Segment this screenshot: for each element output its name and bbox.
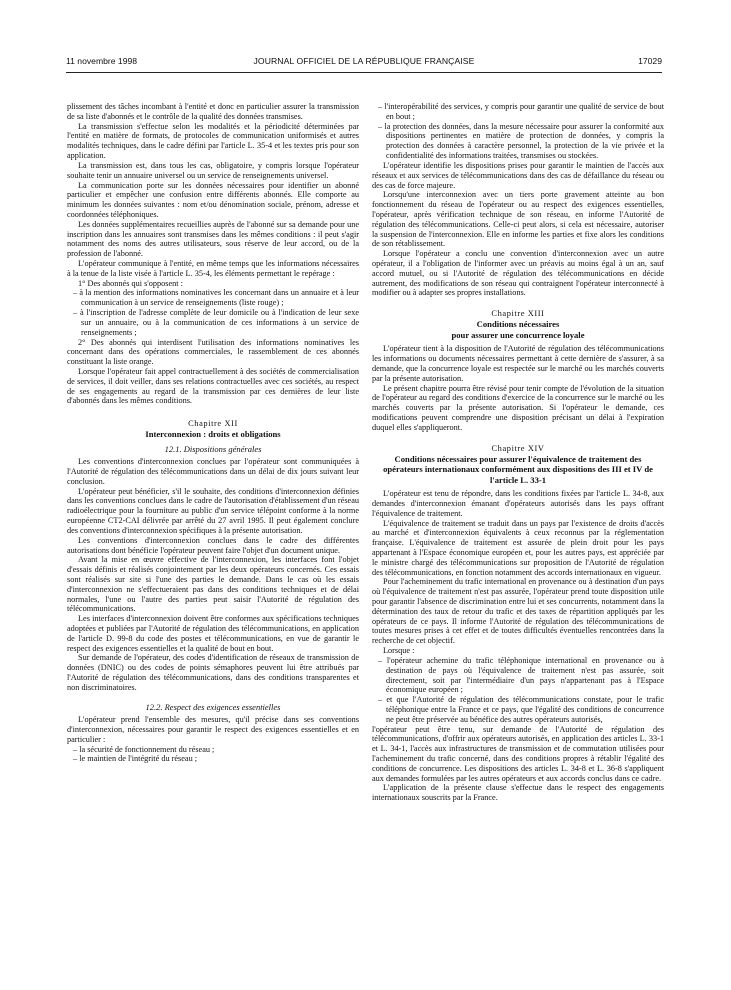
list-item: – à l'inscription de l'adresse complète de leur domicile ou à l'indication de leur sexe sur un annuaire, ou à la communication de ces informations à un service de renseignements ;	[73, 308, 359, 337]
paragraph: La communication porte sur les données nécessaires pour identifier un abonné particulier et empêcher une confusion entre différents abonnés. Elle comporte au minimum les données suivantes : nom et/ou dénomination sociale, prénom, adresse et coordonnées téléphoniques.	[67, 180, 359, 219]
list-item: – l'interopérabilité des services, y compris pour garantir une qualité de service de bout en bout ;	[378, 102, 664, 121]
paragraph: L'opérateur prend l'ensemble des mesures, qu'il précise dans ses conventions d'interconnexion, nécessaires pour garantir le respect des exigences essentielles et en particulier :	[67, 715, 359, 744]
chapter-title: Conditions nécessaires pour assurer l'équivalence de traitement des opérateurs internationaux conformément aux dispositions des III et IV de l'article L. 33-1	[383, 453, 653, 485]
paragraph: L'opérateur communique à l'entité, en même temps que les informations nécessaires à la tenue de la liste visée à l'article L. 35-4, les éléments permettant le repérage :	[67, 259, 359, 278]
chapter-title: Interconnexion : droits et obligations	[145, 429, 281, 440]
paragraph: Les interfaces d'interconnexion doivent être conformes aux spécifications techniques adoptées et publiées par l'Autorité de régulation des télécommunications, en application de l'article D. 99-8 du code des postes et télécommunications, en vue de garantir le respect des exigences essentielles et la qualité de bout en bout.	[67, 614, 359, 653]
issue-date: 11 novembre 1998	[66, 56, 138, 66]
paragraph: L'équivalence de traitement se traduit dans un pays par l'existence de droits d'accès au marché et d'interconnexion équivalents à ceux reconnus par la réglementation française. L'équivalence de traitement est assurée de plein droit pour les pays appartenant à l'Espace économique européen et, pour les autres pays, est appréciée par le ministre chargé des télécommunications sur proposition de l'Autorité de régulation des télécommunications, en fonction notamment des accords internationaux en vigueur.	[372, 518, 664, 577]
paragraph: Les conventions d'interconnexion conclues dans le cadre des différentes autorisations dont bénéficie l'opérateur peuvent faire l'objet d'un document unique.	[67, 535, 359, 555]
paragraph: Le présent chapitre pourra être révisé pour tenir compte de l'évolution de la situation de l'opérateur au regard des conditions d'exercice de la concurrence sur le marché ou les marchés couverts par la présente autorisation. Si l'opérateur le demande, ces modifications peuvent comprendre une disposition précisant un délai à l'expiration duquel elles s'appliqueront.	[372, 383, 664, 432]
page-number: 17029	[638, 56, 662, 66]
section-title	[67, 702, 359, 713]
list-item: – la protection des données, dans la mesure nécessaire pour assurer la conformité aux dispositions pertinentes en matière de protection de données, y compris la protection des données à caractère personnel, la protection de la vie privée et la confidentialité des informations traitées, transmises ou stockées.	[378, 121, 664, 161]
list-item: – l'opérateur achemine du trafic téléphonique international en provenance ou à destination de pays où l'équivalence de traitement n'est pas assurée, soit directement, soit par l'intermédiaire d'un pays n'appartenant pas à l'Espace économique européen ;	[378, 655, 664, 695]
paragraph: Les conventions d'interconnexion conclues par l'opérateur sont communiquées à l'Autorité de régulation des télécommunications dans un délai de dix jours suivant leur conclusion.	[67, 457, 359, 486]
section-title-text: 12.2. Respect des exigences essentielles	[145, 701, 281, 712]
paragraph: Lorsqu'une interconnexion avec un tiers porte gravement atteinte au bon fonctionnement du réseau de l'opérateur ou au respect des exigences essentielles, l'opérateur, après vérification technique de son réseau, en informe l'Autorité de régulation des télécommunications. Celle-ci peut alors, si cela est nécessaire, autoriser la suspension de l'interconnexion. Elle en informe les parties et fixe alors les conditions de son rétablissement.	[372, 190, 664, 249]
paragraph: La transmission est, dans tous les cas, obligatoire, y compris lorsque l'opérateur souhaite tenir un annuaire universel ou un service de renseignements universel.	[67, 160, 359, 180]
paragraph: L'opérateur tient à la disposition de l'Autorité de régulation des télécommunications les informations ou documents nécessaires permettant à cette dernière de s'assurer, à sa demande, que la concurrence loyale est respectée sur le marché ou les marchés couverts par la présente autorisation.	[372, 344, 664, 383]
left-column	[67, 102, 359, 764]
chapter-title-line: pour assurer une concurrence loyale	[451, 329, 585, 340]
paragraph: 1° Des abonnés qui s'opposent :	[78, 278, 183, 288]
paragraph: La transmission s'effectue selon les modalités et la périodicité déterminées par l'entité en matière de formats, de protocoles de communication uniformisés et autres modalités techniques, dans le cadre défini par l'article L. 35-4 et les textes pris pour son application.	[67, 121, 359, 161]
list-item: – et que l'Autorité de régulation des télécommunications constate, pour le trafic téléphonique entre la France et ce pays, que l'égalité des conditions de concurrence ne peut être préservée au bénéfice des autres opérateurs autorisés,	[378, 695, 664, 724]
section-title-text: 12.1. Dispositions générales	[164, 443, 262, 454]
list-item: – à la mention des informations nominatives les concernant dans un annuaire et à leur communication à un service de renseignements (liste rouge) ;	[73, 288, 359, 308]
paragraph: 2° Des abonnés qui interdisent l'utilisation des informations nominatives les concernant dans des opérations commerciales, le rassemblement de ces abonnés constituant la liste orange.	[67, 337, 359, 367]
section-title	[67, 444, 359, 455]
paragraph: Sur demande de l'opérateur, des codes d'identification de réseaux de transmission de données (DNIC) ou des codes de points sémaphores peuvent lui être attribués par l'Autorité de régulation des télécommunications, dans des conditions transparentes et non discriminatoires.	[67, 653, 359, 692]
paragraph: Les données supplémentaires recueillies auprès de l'abonné sur sa demande pour une inscription dans les annuaires sont transmises dans les mêmes conditions : il peut s'agir notamment des noms des autres utilisateurs, sous réserve de leur accord, ou de la profession de l'abonné.	[67, 219, 359, 259]
chapter-title-line: Conditions nécessaires	[476, 319, 560, 330]
paragraph: Avant la mise en œuvre effective de l'interconnexion, les interfaces font l'objet d'essais définis et réalisés conjointement par les deux opérateurs concernés. Ces essais sont réalisés sur site si l'une des parties le demande. Dans le cas où les essais d'interconnexion ne s'effectueraient pas dans des conditions techniques et de délai normales, l'une ou l'autre des parties peut saisir l'Autorité de régulation des télécommunications.	[67, 555, 359, 614]
paragraph: L'opérateur identifie les dispositions prises pour garantir le maintien de l'accès aux réseaux et aux services de télécommunications dans des cas de défaillance du réseau ou des cas de force majeure.	[372, 160, 664, 190]
paragraph: Lorsque l'opérateur fait appel contractuellement à des sociétés de commercialisation de services, il doit veiller, dans ses relations contractuelles avec ces sociétés, au respect de ses engagements au regard de la transmission par ces dernières de leur liste d'abonnés dans les mêmes conditions.	[67, 366, 359, 406]
paragraph: Pour l'acheminement du trafic international en provenance ou à destination d'un pays où l'équivalence de traitement n'est pas assurée, l'opérateur prend toute disposition utile pour garantir l'absence de discrimination entre lui et ses concurrents, notamment dans la détermination des taux de retour du trafic et des taxes de répartition appliqués par les opérateurs de ce pays. Il informe l'Autorité de régulation des télécommunications de toutes mesures prises à cet effet et de toutes difficultés éventuelles rencontrées dans la recherche de cet objectif.	[372, 577, 664, 646]
list-item: – le maintien de l'intégrité du réseau ;	[73, 754, 198, 764]
chapter-label: Chapitre XIV	[491, 443, 545, 453]
paragraph: l'opérateur peut être tenu, sur demande de l'Autorité de régulation des télécommunications, d'offrir aux opérateurs autorisés, en application des articles L. 33-1 et L. 34-1, l'accès aux infrastructures de transmission et de commutation utilisées pour l'acheminement du trafic concerné, dans des conditions propres à rétablir l'égalité des conditions de concurrence. Les dispositions des articles L. 34-8 et L. 36-8 s'appliquent aux demandes formulées par les autres opérateurs et aux accords conclus dans ce cadre.	[372, 724, 664, 783]
paragraph: Lorsque :	[383, 646, 415, 656]
chapter-label: Chapitre XIII	[491, 309, 545, 319]
right-column	[372, 102, 664, 803]
header-rule	[66, 72, 662, 73]
list-item: – la sécurité de fonctionnement du réseau ;	[73, 744, 215, 754]
paragraph: Lorsque l'opérateur a conclu une convention d'interconnexion avec un autre opérateur, il a l'obligation de l'informer avec un préavis au moins égal à un an, sauf accord mutuel, ou si l'Autorité de régulation des télécommunications en décide autrement, des modifications de son réseau qui contraignent l'opérateur interconnecté à modifier ou à adapter ses propres installations.	[372, 249, 664, 298]
chapter-label: Chapitre XII	[188, 419, 238, 429]
paragraph: plissement des tâches incombant à l'entité et donc en particulier assurer la transmission de sa liste d'abonnés et le contrôle de la qualité des données transmises.	[67, 102, 359, 121]
page-header	[66, 56, 662, 70]
paragraph: L'opérateur est tenu de répondre, dans les conditions fixées par l'article L. 34-8, aux demandes d'interconnexion émanant d'opérateurs autorisés dans les pays offrant l'équivalence de traitement.	[372, 489, 664, 518]
journal-title: JOURNAL OFFICIEL DE LA RÉPUBLIQUE FRANÇAISE	[253, 56, 475, 66]
paragraph: L'opérateur peut bénéficier, s'il le souhaite, des conditions d'interconnexion définies dans les conventions conclues dans le cadre de l'autorisation d'établissement d'un réseau radioélectrique pour la fourniture au public d'un service télépoint conforme à la norme européenne CT2-CAI délivrée par arrêté du 27 avril 1995. Il peut également conclure des conventions d'interconnexion spécifiques à la présente autorisation.	[67, 486, 359, 535]
paragraph: L'application de la présente clause s'effectue dans le respect des engagements internationaux souscrits par la France.	[372, 783, 664, 803]
